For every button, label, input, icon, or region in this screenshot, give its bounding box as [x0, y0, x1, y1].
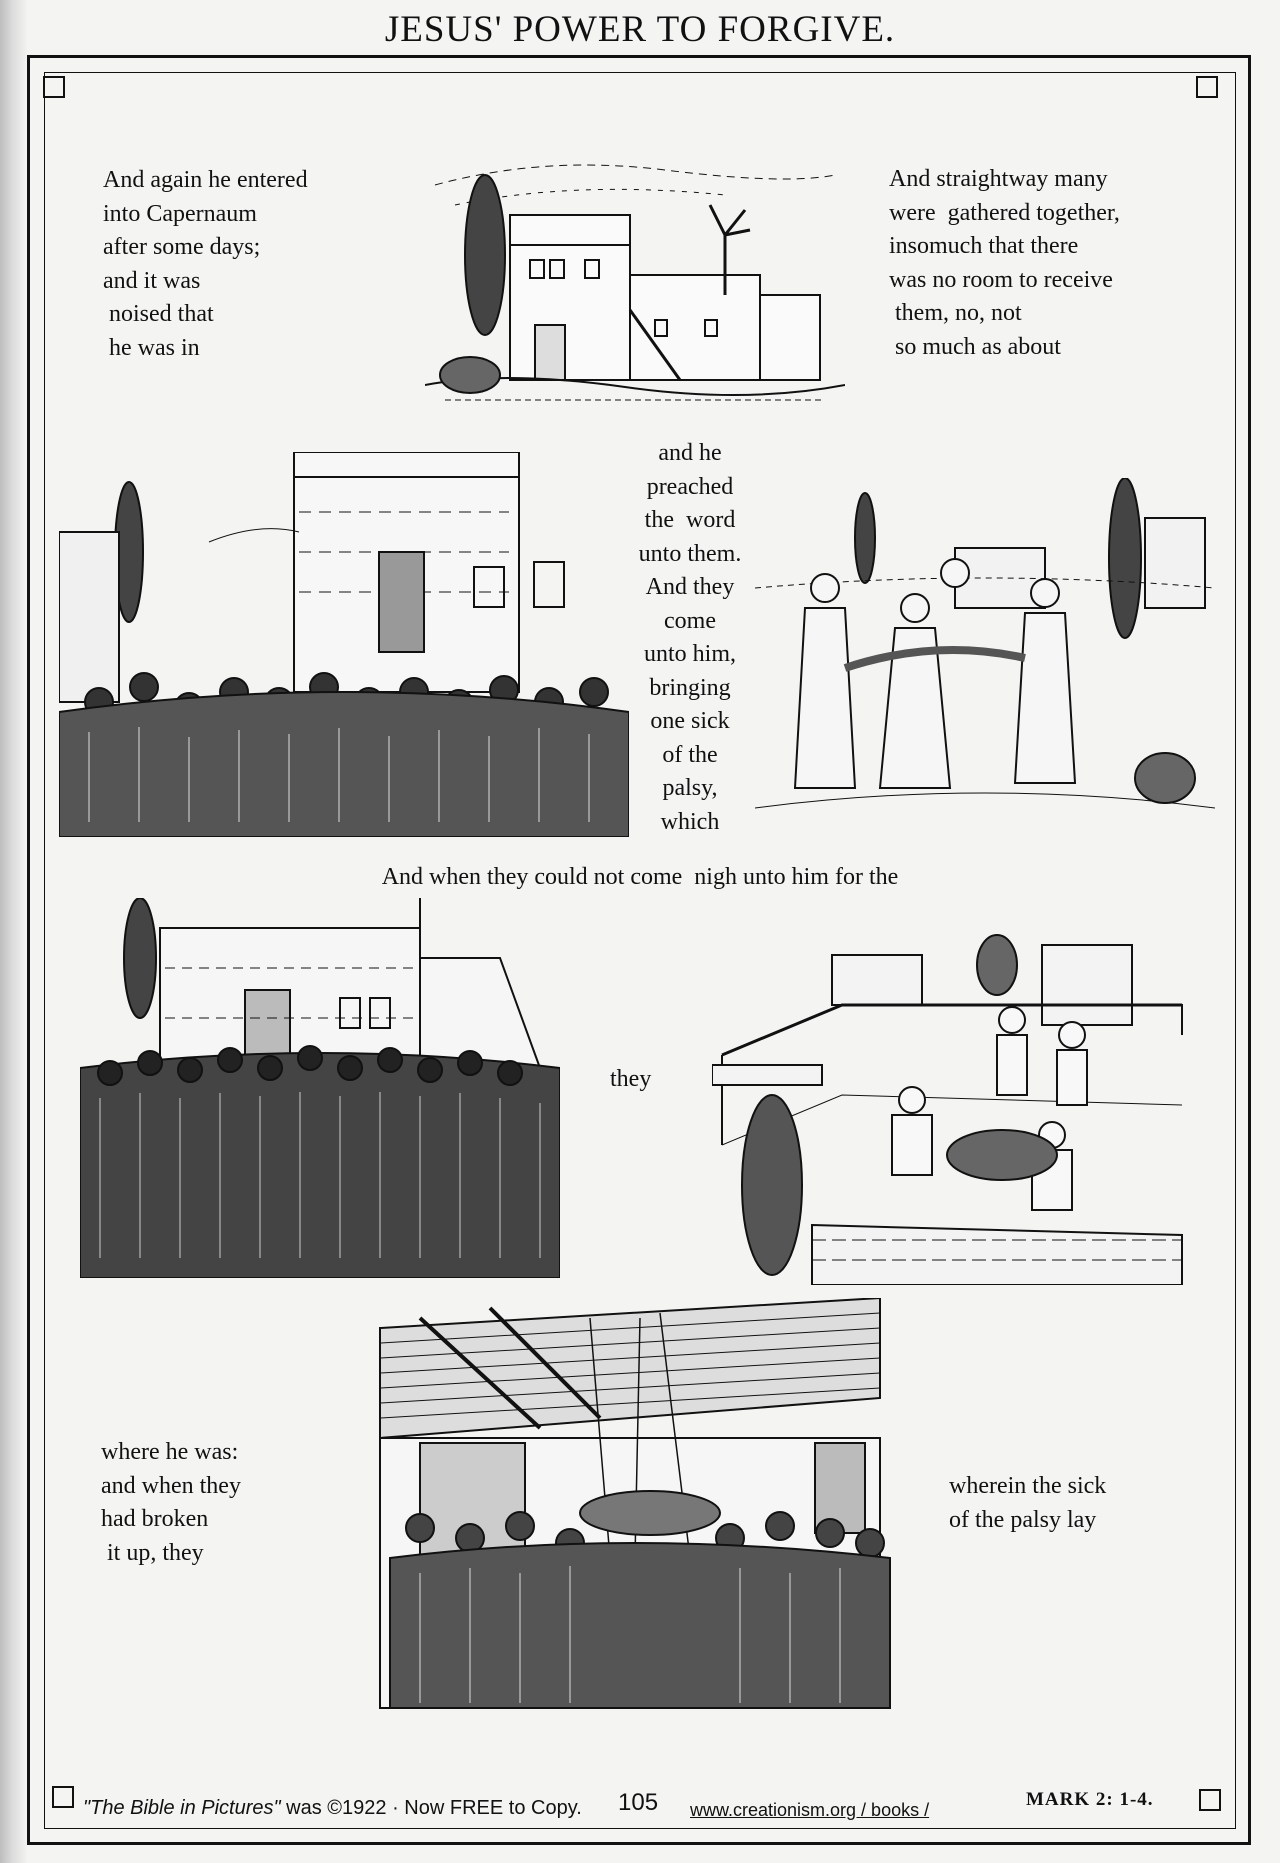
caption-entered-capernaum: And again he entered into Capernaum after some days; and it was noised that he was in: [103, 167, 308, 361]
corner-ornament-bottom-right: [1199, 1789, 1221, 1811]
page-number: 105: [618, 1789, 659, 1816]
caption-many-gathered: And straightway many were gathered together, insomuch that there was no room to receive them, no, not so much as about: [889, 166, 1120, 360]
illustration-four-bearing-sick: [755, 478, 1215, 823]
footer-copyright: [83, 1797, 582, 1820]
caption-preached-word: and he preached the word unto them. And they come unto him, bringing one sick of the palsy, which: [638, 440, 742, 835]
illustration-house-capernaum: [425, 135, 845, 410]
illustration-crowd-blocking-door: [80, 898, 560, 1278]
book-spine-shadow: [0, 0, 28, 1863]
footer-book-title: "The Bible in Pictures": [83, 1797, 281, 1819]
corner-ornament-top-right: [1196, 76, 1218, 98]
caption-palsy-lay: wherein the sick of the palsy lay: [949, 1473, 1107, 1533]
page-title: JESUS' POWER TO FORGIVE.: [384, 9, 896, 50]
footer-site-link[interactable]: www.creationism.org / books /: [690, 1800, 930, 1820]
illustration-lowering-through-roof: [360, 1298, 900, 1716]
caption-broken-it-up: where he was: and when they had broken it up, they: [101, 1439, 241, 1566]
caption-could-not-come-nigh: And when they could not come nigh unto him for the: [381, 864, 899, 890]
caption-they: they: [610, 1066, 652, 1092]
corner-ornament-bottom-left: [52, 1786, 74, 1808]
footer-copyright-text: was ©1922 · Now FREE to Copy.: [280, 1797, 582, 1819]
illustration-men-on-rooftop: [712, 905, 1187, 1285]
corner-ornament-top-left: [43, 76, 65, 98]
scripture-reference: MARK 2: 1-4.: [1026, 1789, 1154, 1810]
illustration-crowd-at-house: [59, 452, 629, 837]
